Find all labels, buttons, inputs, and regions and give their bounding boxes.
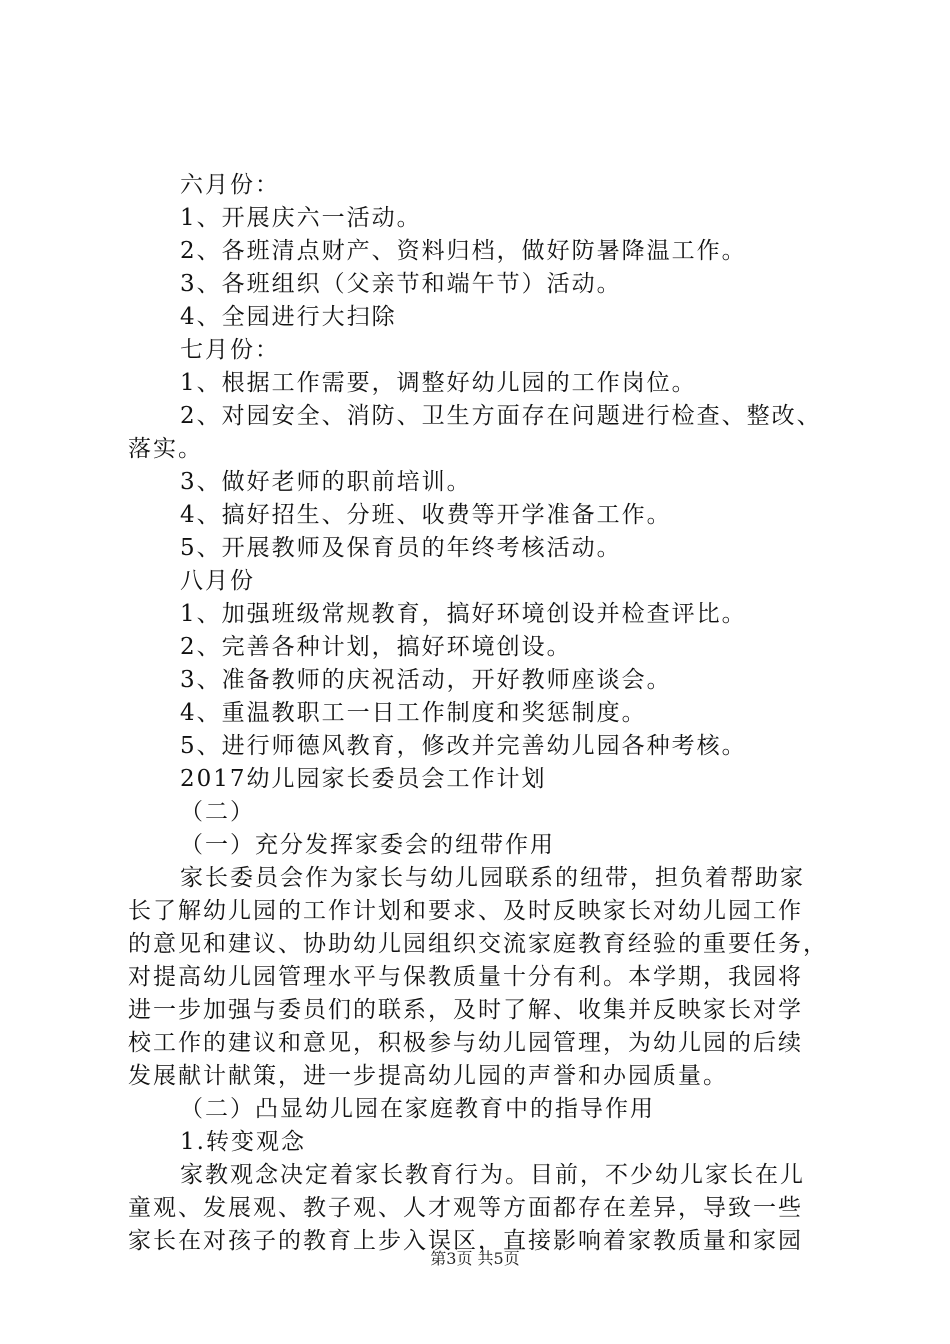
text-line: 5、进行师德风教育，修改并完善幼儿园各种考核。 xyxy=(180,733,747,759)
heading-august: 八月份 xyxy=(180,568,255,594)
text-line: 4、全园进行大扫除 xyxy=(180,304,397,330)
paragraph-line: 发展献计献策，进一步提高幼儿园的声誉和办园质量。 xyxy=(128,1063,728,1089)
text-line: 3、准备教师的庆祝活动，开好教师座谈会。 xyxy=(180,667,672,693)
text-line: 1、根据工作需要，调整好幼儿园的工作岗位。 xyxy=(180,370,697,396)
heading-july: 七月份： xyxy=(180,337,280,363)
paragraph-line: 校工作的建议和意见，积极参与幼儿园管理，为幼儿园的后续 xyxy=(128,1030,803,1056)
paragraph-line: 对提高幼儿园管理水平与保教质量十分有利。本学期，我园将 xyxy=(128,964,803,990)
text-line: 4、搞好招生、分班、收费等开学准备工作。 xyxy=(180,502,672,528)
section-number: （二） xyxy=(180,799,255,825)
text-line: 3、做好老师的职前培训。 xyxy=(180,469,472,495)
paragraph-line: 的意见和建议、协助幼儿园组织交流家庭教育经验的重要任务， xyxy=(128,931,828,957)
text-line: 2、完善各种计划，搞好环境创设。 xyxy=(180,634,572,660)
paragraph-line: 童观、发展观、教子观、人才观等方面都存在差异，导致一些 xyxy=(128,1195,803,1221)
paragraph-line: 长了解幼儿园的工作计划和要求、及时反映家长对幼儿园工作 xyxy=(128,898,803,924)
section-heading: （一）充分发挥家委会的纽带作用 xyxy=(180,832,555,858)
text-line: 3、各班组织（父亲节和端午节）活动。 xyxy=(180,271,622,297)
text-line: 落实。 xyxy=(128,436,203,462)
paragraph-line: 家长委员会作为家长与幼儿园联系的纽带，担负着帮助家 xyxy=(180,865,805,891)
page-number-footer: 第3页 共5页 xyxy=(430,1249,520,1268)
paragraph-line: 家教观念决定着家长教育行为。目前，不少幼儿家长在儿 xyxy=(180,1162,805,1188)
text-line: 1、加强班级常规教育，搞好环境创设并检查评比。 xyxy=(180,601,747,627)
text-line: 2、各班清点财产、资料归档，做好防暑降温工作。 xyxy=(180,238,747,264)
plan-title: 2017幼儿园家长委员会工作计划 xyxy=(180,766,547,792)
text-line: 1、开展庆六一活动。 xyxy=(180,205,422,231)
text-line: 5、开展教师及保育员的年终考核活动。 xyxy=(180,535,622,561)
heading-june: 六月份： xyxy=(180,172,280,198)
paragraph-line: 家长在对孩子的教育上步入误区，直接影响着家教质量和家园 xyxy=(128,1228,803,1254)
paragraph-line: 进一步加强与委员们的联系，及时了解、收集并反映家长对学 xyxy=(128,997,803,1023)
text-line: 2、对园安全、消防、卫生方面存在问题进行检查、整改、 xyxy=(180,403,822,429)
text-line: 4、重温教职工一日工作制度和奖惩制度。 xyxy=(180,700,647,726)
subsection-heading: 1.转变观念 xyxy=(180,1129,306,1155)
section-heading: （二）凸显幼儿园在家庭教育中的指导作用 xyxy=(180,1096,655,1122)
